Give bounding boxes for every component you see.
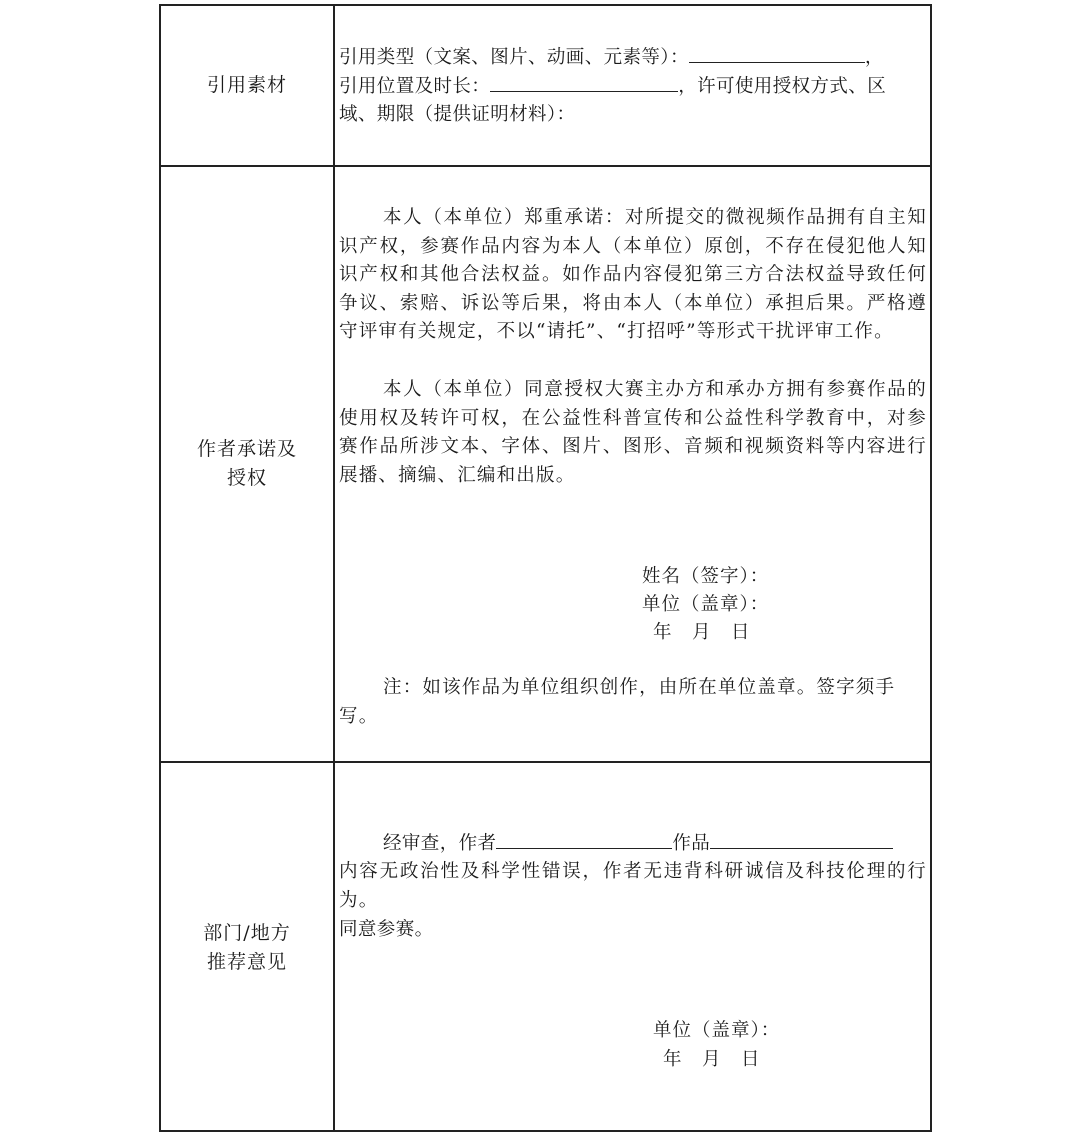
commitment-paragraph-2: 本人（本单位）同意授权大赛主办方和承办方拥有参赛作品的使用权及转许可权，在公益性科普宣传和公益性科学教育中，对参赛作品所涉文本、字体、图片、图形、音频和视频资料等内容进行展播、摘编、汇编和出版。 [339,379,927,486]
commitment-label-line1: 作者承诺及 [196,438,297,460]
signature-name-field[interactable]: 姓名（签字）： [642,566,770,587]
row-commitment [161,167,930,763]
recommendation-content-cell [335,763,930,1132]
recommendation-label-line1: 部门/地方 [203,921,291,944]
row-recommendation [161,763,930,1132]
citation-label-cell [161,6,335,165]
citation-content-cell [335,6,930,165]
recommendation-unit-field[interactable]: 单位（盖章）： [653,1020,781,1041]
commitment-note: 注：如该作品为单位组织创作，由所在单位盖章。签字须手写。 [339,677,896,727]
review-prefix: 经审查，作者 [383,833,497,854]
recommendation-date: 年 月 日 [663,1049,761,1070]
review-work-label: 作品 [672,833,711,854]
citation-line-2 [339,72,886,102]
commitment-label-line2: 授权 [226,467,267,489]
form-table [159,4,932,1132]
work-title-blank[interactable] [710,829,893,849]
signature-unit-field[interactable]: 单位（盖章）： [642,594,770,615]
recommendation-label-line2: 推荐意见 [206,950,287,973]
citation-line-1 [339,43,884,73]
commitment-content-cell [335,167,930,761]
commitment-label-cell [161,167,335,761]
citation-line2-end: ，许可使用授权方式、区 [678,76,887,97]
citation-label: 引用素材 [206,74,287,96]
citation-position-label: 引用位置及时长： [339,76,491,97]
citation-line-3: 域、期限（提供证明材料）： [339,104,576,125]
review-line-1 [383,829,893,859]
recommendation-label-cell [161,763,335,1132]
signature-date: 年 月 日 [653,622,751,643]
citation-line1-end: ， [864,47,884,68]
review-text: 内容无政治性及科学性错误，作者无违背科研诚信及科技伦理的行为。 [339,861,927,911]
agree-text: 同意参赛。 [339,919,434,940]
citation-type-label: 引用类型（文案、图片、动画、元素等）： [339,47,689,68]
commitment-paragraph-1: 本人（本单位）郑重承诺：对所提交的微视频作品拥有自主知识产权，参赛作品内容为本人（本单位）原创，不存在侵犯他人知识产权和其他合法权益。如作品内容侵犯第三方合法权益导致任何争议、索赔、诉讼等后果，将由本人（本单位）承担后果。严格遵守评审有关规定，不以“请托”、“打招呼”等形式干扰评审工作。 [339,207,927,343]
author-name-blank[interactable] [496,829,672,849]
citation-position-blank[interactable] [490,72,678,92]
citation-type-blank[interactable] [689,43,865,63]
row-citation [161,6,930,167]
